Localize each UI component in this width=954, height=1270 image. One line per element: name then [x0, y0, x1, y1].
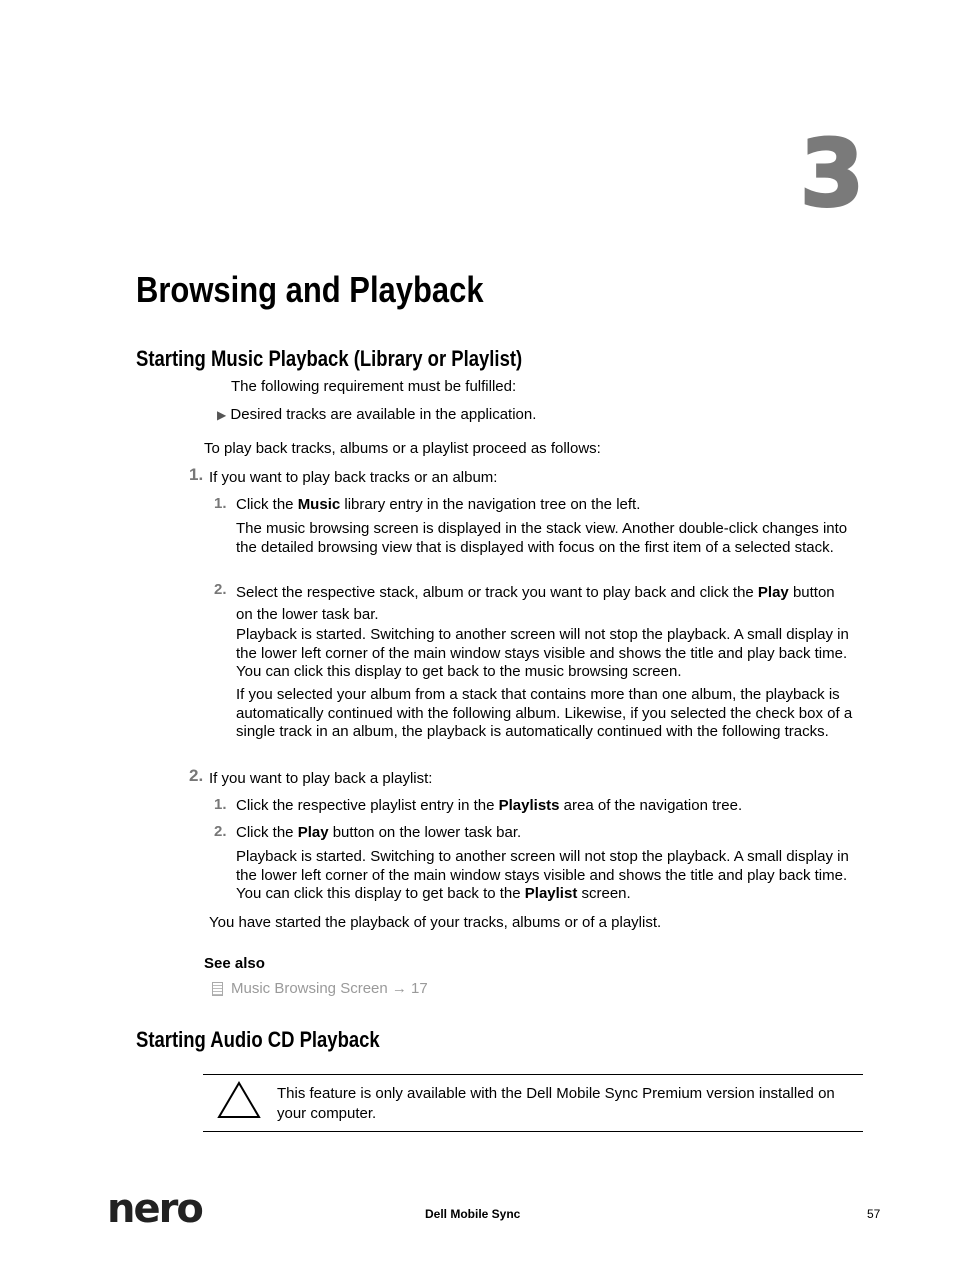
step-number: 1. — [189, 465, 204, 484]
see-also-link-text[interactable]: Music Browsing Screen → 17 — [231, 980, 428, 997]
page-number: 57 — [867, 1207, 881, 1221]
note-bottom-rule — [203, 1131, 863, 1132]
substep-result: Playback is started. Switching to another screen will not stop the playback. A small display in the lower left corner of the main window stays visible and shows the title and play back time. You can click this display to get back to the music browsing screen. — [236, 626, 849, 680]
substep-number: 1. — [214, 796, 227, 813]
note-text: This feature is only available with the Dell Mobile Sync Premium version installed on your computer. — [277, 1085, 835, 1122]
outcome-text: You have started the playback of your tracks, albums or of a playlist. — [209, 914, 662, 931]
nero-logo-text: nero — [107, 1190, 202, 1226]
see-also-heading: See also — [204, 955, 265, 972]
section-heading-audio-cd: Starting Audio CD Playback — [136, 1027, 380, 1052]
substep-number: 2. — [214, 823, 227, 840]
chapter-number: 3 — [799, 120, 862, 227]
substep-number: 1. — [214, 495, 227, 512]
substep-result: If you selected your album from a stack that contains more than one album, the playback is automatically continued with the following album. Likewise, if you selected the check box of a single track in an album, the playback is automatically continued with the following tracks. — [236, 686, 853, 740]
warning-triangle-icon — [216, 1080, 262, 1125]
substep-text: Click the Play button on the lower task bar. — [236, 824, 522, 841]
page-title: Browsing and Playback — [136, 269, 484, 310]
step-text: If you want to play back tracks or an album: — [209, 469, 498, 486]
nero-logo — [107, 1190, 213, 1231]
section-heading-music-playback: Starting Music Playback (Library or Playlist) — [136, 346, 523, 371]
requirement-intro: The following requirement must be fulfilled: — [231, 378, 517, 395]
requirement-text: Desired tracks are available in the application. — [230, 406, 537, 423]
note-top-rule — [203, 1074, 863, 1075]
substep-text: Select the respective stack, album or track you want to play back and click the Play button on the lower task bar. — [236, 584, 835, 623]
substep-result: Playback is started. Switching to another screen will not stop the playback. A small display in the lower left corner of the main window stays visible and shows the title and play back time. You can click this display to get back to the Playlist screen. — [236, 848, 849, 902]
see-also-link[interactable] — [212, 980, 428, 997]
requirement-item — [217, 406, 536, 425]
substep-text: Click the Music library entry in the navigation tree on the left. — [236, 496, 641, 513]
triangle-bullet-icon: ▶ — [217, 408, 227, 422]
substep-text: Click the respective playlist entry in the Playlists area of the navigation tree. — [236, 797, 743, 814]
footer-product: Dell Mobile Sync — [425, 1207, 521, 1221]
proceed-text: To play back tracks, albums or a playlist proceed as follows: — [204, 440, 601, 457]
document-icon — [212, 982, 223, 996]
step-number: 2. — [189, 766, 204, 785]
step-text: If you want to play back a playlist: — [209, 770, 433, 787]
substep-number: 2. — [214, 581, 227, 598]
substep-result: The music browsing screen is displayed in the stack view. Another double-click changes into the detailed browsing view that is displayed with focus on the first item of a selected stack. — [236, 520, 848, 556]
